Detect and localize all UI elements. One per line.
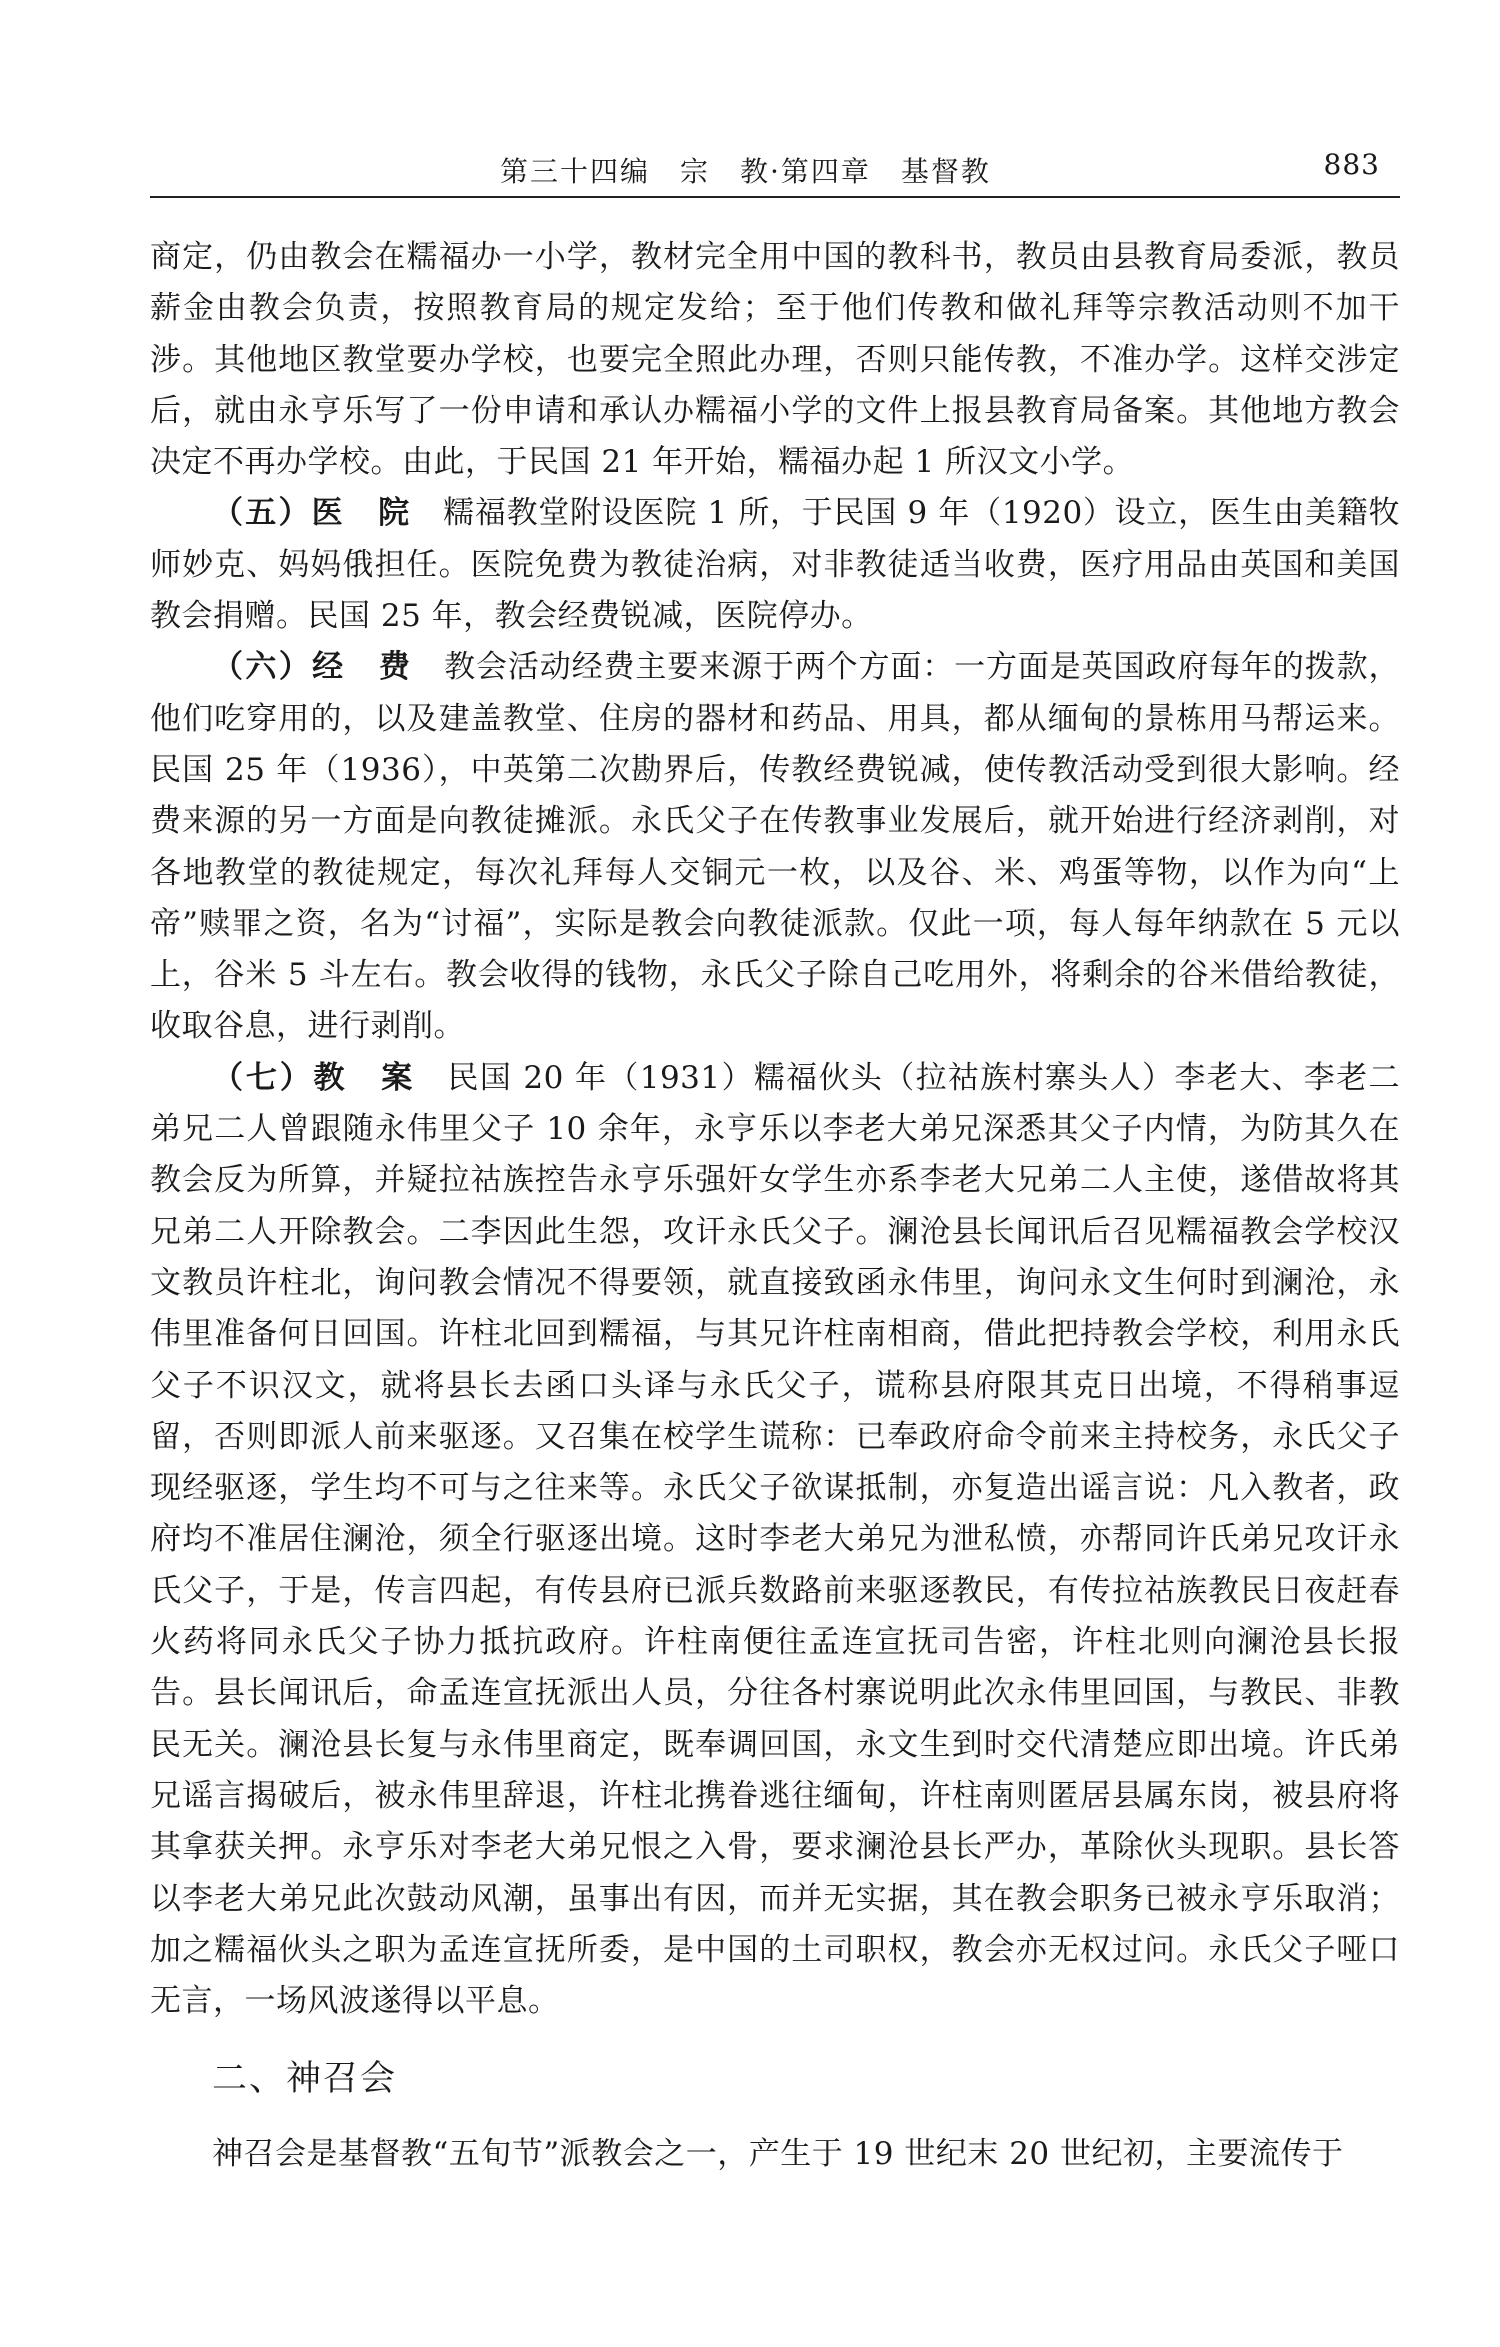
section-heading-text: 二、神召会 bbox=[212, 2059, 398, 2100]
paragraph-school-continued bbox=[150, 232, 1400, 488]
paragraph-text: 商定，仍由教会在糯福办一小学，教材完全用中国的教科书，教员由县教育局委派，教员薪金由教会负责，按照教育局的规定发给；至于他们传教和做礼拜等宗教活动则不加干涉。其他地区教堂要办学校，也要完全照此办理，否则只能传教，不准办学。这样交涉定后，就由永亨乐写了一份申请和承认办糯福小学的文件上报县教育局备案。其他地方教会决定不再办学校。由此，于民国 21 年开始，糯福办起 1 所汉文小学。 bbox=[150, 239, 1400, 481]
paragraph-church-case bbox=[150, 1053, 1400, 2028]
paragraph-assemblies-intro bbox=[150, 2129, 1400, 2180]
subsection-heading-church-case: （七）教 案 bbox=[212, 1059, 416, 1096]
subsection-heading-funding: （六）经 费 bbox=[212, 649, 413, 686]
paragraph-text: 民国 20 年（1931）糯福伙头（拉祜族村寨头人）李老大、李老二弟兄二人曾跟随永伟里父子 10 余年，永亨乐以李老大弟兄深悉其父子内情，为防其久在教会反为所算，并疑拉祜族控告永亨乐强奸女学生亦系李老大兄弟二人主使，遂借故将其兄弟二人开除教会。二李因此生怨，攻讦永氏父子。澜沧县长闻讯后召见糯福教会学校汉文教员许柱北，询问教会情况不得要领，就直接致函永伟里，询问永文生何时到澜沧，永伟里准备何日回国。许柱北回到糯福，与其兄许柱南相商，借此把持教会学校，利用永氏父子不识汉文，就将县长去函口头译与永氏父子，谎称县府限其克日出境，不得稍事逗留，否则即派人前来驱逐。又召集在校学生谎称：已奉政府命令前来主持校务，永氏父子现经驱逐，学生均不可与之往来等。永氏父子欲谋抵制，亦复造出谣言说：凡入教者，政府均不准居住澜沧，须全行驱逐出境。这时李老大弟兄为泄私愤，亦帮同许氏弟兄攻讦永氏父子，于是，传言四起，有传县府已派兵数路前来驱逐教民，有传拉祜族教民日夜赶春火药将同永氏父子协力抵抗政府。许柱南便往孟连宣抚司告密，许柱北则向澜沧县长报告。县长闻讯后，命孟连宣抚派出人员，分往各村寨说明此次永伟里回国，与教民、非教民无关。澜沧县长复与永伟里商定，既奉调回国，永文生到时交代清楚应即出境。许氏弟兄谣言揭破后，被永伟里辞退，许柱北携眷逃往缅甸，许柱南则匿居县属东岗，被县府将其拿获关押。永亨乐对李老大弟兄恨之入骨，要求澜沧县长严办，革除伙头现职。县长答以李老大弟兄此次鼓动风潮，虽事出有因，而并无实据，其在教会职务已被永亨乐取消；加之糯福伙头之职为孟连宣抚所委，是中国的土司职权，教会亦无权过问。永氏父子哑口无言，一场风波遂得以平息。 bbox=[150, 1059, 1401, 2020]
page-number: 883 bbox=[1323, 148, 1380, 181]
paragraph-text: 神召会是基督教“五旬节”派教会之一，产生于 19 世纪末 20 世纪初，主要流传于 bbox=[212, 2136, 1344, 2173]
paragraph-text: 糯福教堂附设医院 1 所，于民国 9 年（1920）设立，医生由美籍牧师妙克、妈妈俄担任。医院免费为教徒治病，对非教徒适当收费，医疗用品由英国和美国教会捐赠。民国 25 年，教会经费锐减，医院停办。 bbox=[150, 495, 1400, 635]
body-text bbox=[150, 232, 1400, 2181]
section-heading-assemblies-of-god bbox=[150, 2055, 1400, 2103]
paragraph-hospital bbox=[150, 488, 1400, 642]
paragraph-text: 教会活动经费主要来源于两个方面：一方面是英国政府每年的拨款，他们吃穿用的，以及建盖教堂、住房的器材和药品、用具，都从缅甸的景栋用马帮运来。民国 25 年（1936），中英第二次勘界后，传教经费锐减，使传教活动受到很大影响。经费来源的另一方面是向教徒摊派。永氏父子在传教事业发展后，就开始进行经济剥削，对各地教堂的教徒规定，每次礼拜每人交铜元一枚，以及谷、米、鸡蛋等物，以作为向“上帝”赎罪之资，名为“讨福”，实际是教会向教徒派款。仅此一项，每人每年纳款在 5 元以上，谷米 5 斗左右。教会收得的钱物，永氏父子除自己吃用外，将剩余的谷米借给教徒，收取谷息，进行剥削。 bbox=[150, 649, 1400, 1045]
paragraph-funding bbox=[150, 642, 1400, 1052]
running-header bbox=[150, 140, 1400, 198]
header-title: 第三十四编 宗 教·第四章 基督教 bbox=[500, 155, 991, 188]
subsection-heading-hospital: （五）医 院 bbox=[212, 495, 412, 532]
